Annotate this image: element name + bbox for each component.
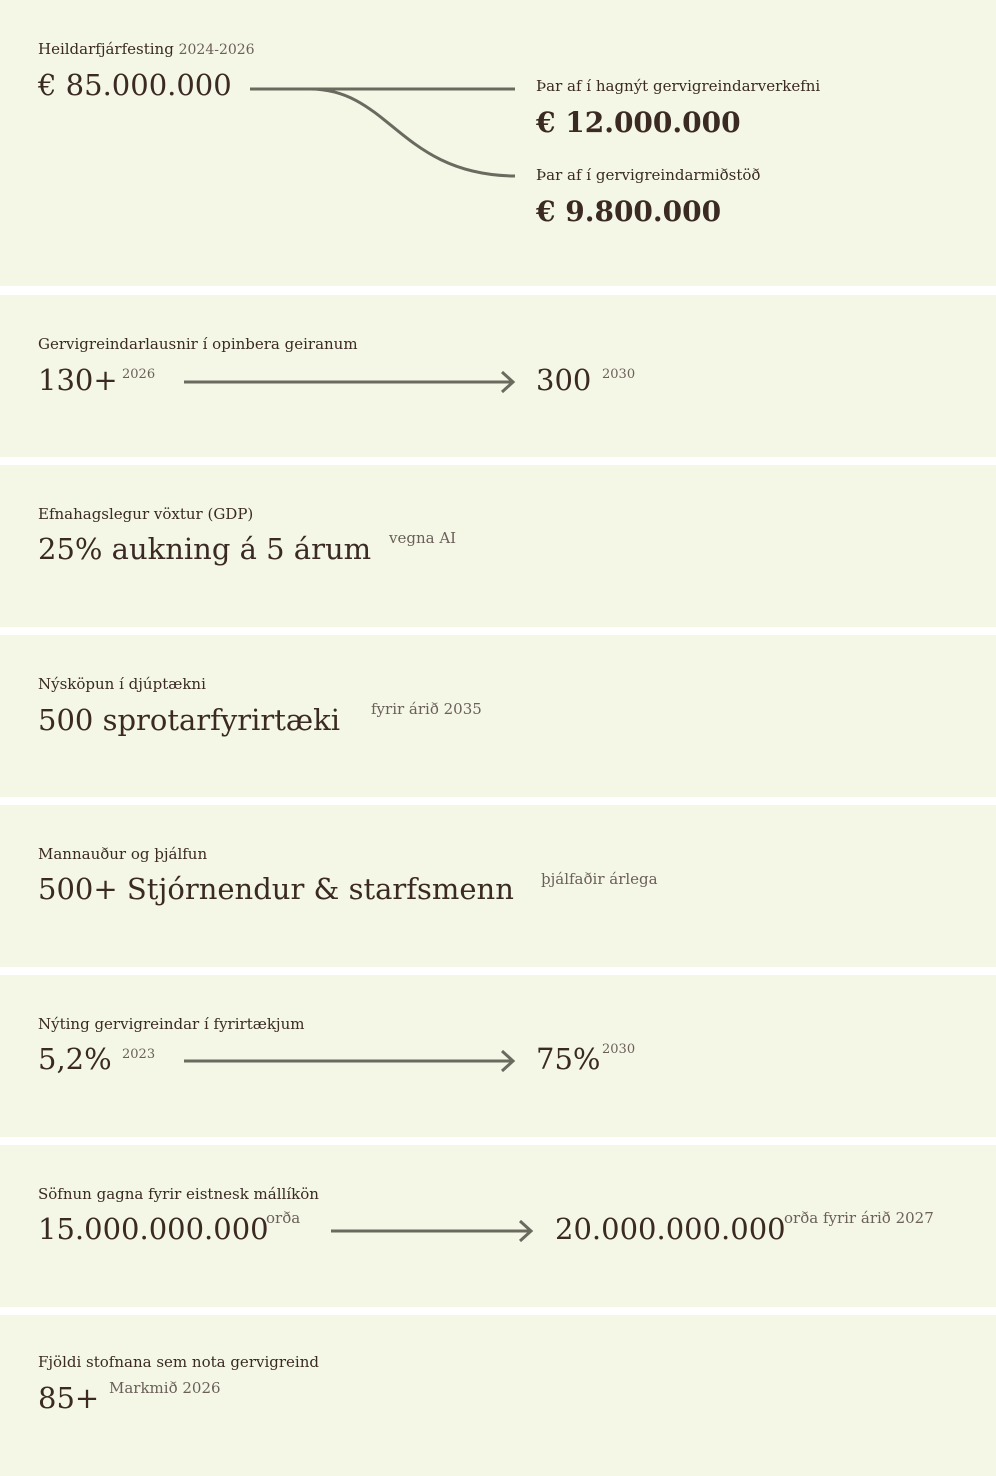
public-solutions-from-year: 2026 bbox=[122, 367, 156, 382]
gdp-note: vegna AI bbox=[389, 529, 457, 547]
deeptech-label: Nýsköpun í djúptækni bbox=[38, 675, 206, 693]
language-data-from-note: orða bbox=[266, 1209, 301, 1227]
institutions-value: 85+ bbox=[38, 1381, 100, 1415]
deeptech-value: 500 sprotarfyrirtæki bbox=[38, 703, 341, 737]
institutions-panel bbox=[0, 1315, 996, 1476]
training-value: 500+ Stjórnendur & starfsmenn bbox=[38, 872, 514, 906]
deeptech-panel bbox=[0, 635, 996, 797]
investment-branch-1-label: Þar af í hagnýt gervigreindarverkefni bbox=[536, 77, 821, 95]
public-solutions-from-value: 130+ bbox=[38, 363, 118, 397]
training-panel bbox=[0, 805, 996, 967]
gdp-value: 25% aukning á 5 árum bbox=[38, 532, 372, 566]
training-label: Mannauður og þjálfun bbox=[38, 845, 208, 863]
public-solutions-panel bbox=[0, 295, 996, 457]
adoption-to-year: 2030 bbox=[602, 1042, 636, 1057]
public-solutions-arrow-icon bbox=[182, 370, 522, 394]
language-data-to-value: 20.000.000.000 bbox=[555, 1212, 786, 1246]
institutions-note: Markmið 2026 bbox=[109, 1379, 221, 1397]
adoption-arrow-icon bbox=[182, 1049, 522, 1073]
investment-panel bbox=[0, 0, 996, 286]
language-data-to-note: orða fyrir árið 2027 bbox=[784, 1209, 934, 1227]
investment-heading bbox=[38, 40, 255, 58]
training-note: þjálfaðir árlega bbox=[541, 870, 658, 888]
language-data-label: Söfnun gagna fyrir eistnesk mállíkön bbox=[38, 1185, 319, 1203]
adoption-from-value: 5,2% bbox=[38, 1042, 112, 1076]
adoption-to-value: 75% bbox=[536, 1042, 601, 1076]
language-data-arrow-icon bbox=[329, 1219, 539, 1243]
investment-total: € 85.000.000 bbox=[38, 68, 232, 102]
investment-branch-2-value: € 9.800.000 bbox=[536, 195, 722, 228]
investment-label: Heildarfjárfesting bbox=[38, 40, 174, 58]
investment-split-connector bbox=[250, 80, 520, 180]
gdp-panel bbox=[0, 465, 996, 627]
public-solutions-to-value: 300 bbox=[536, 363, 592, 397]
public-solutions-label: Gervigreindarlausnir í opinbera geiranum bbox=[38, 335, 358, 353]
deeptech-note: fyrir árið 2035 bbox=[371, 700, 482, 718]
language-data-panel bbox=[0, 1145, 996, 1307]
investment-period: 2024-2026 bbox=[178, 42, 255, 58]
language-data-from-value: 15.000.000.000 bbox=[38, 1212, 269, 1246]
public-solutions-to-year: 2030 bbox=[602, 367, 636, 382]
adoption-panel bbox=[0, 975, 996, 1137]
institutions-label: Fjöldi stofnana sem nota gervigreind bbox=[38, 1353, 319, 1371]
investment-branch-2-label: Þar af í gervigreindarmiðstöð bbox=[536, 166, 761, 184]
gdp-label: Efnahagslegur vöxtur (GDP) bbox=[38, 505, 254, 523]
adoption-from-year: 2023 bbox=[122, 1047, 156, 1062]
adoption-label: Nýting gervigreindar í fyrirtækjum bbox=[38, 1015, 305, 1033]
investment-branch-1-value: € 12.000.000 bbox=[536, 106, 741, 139]
